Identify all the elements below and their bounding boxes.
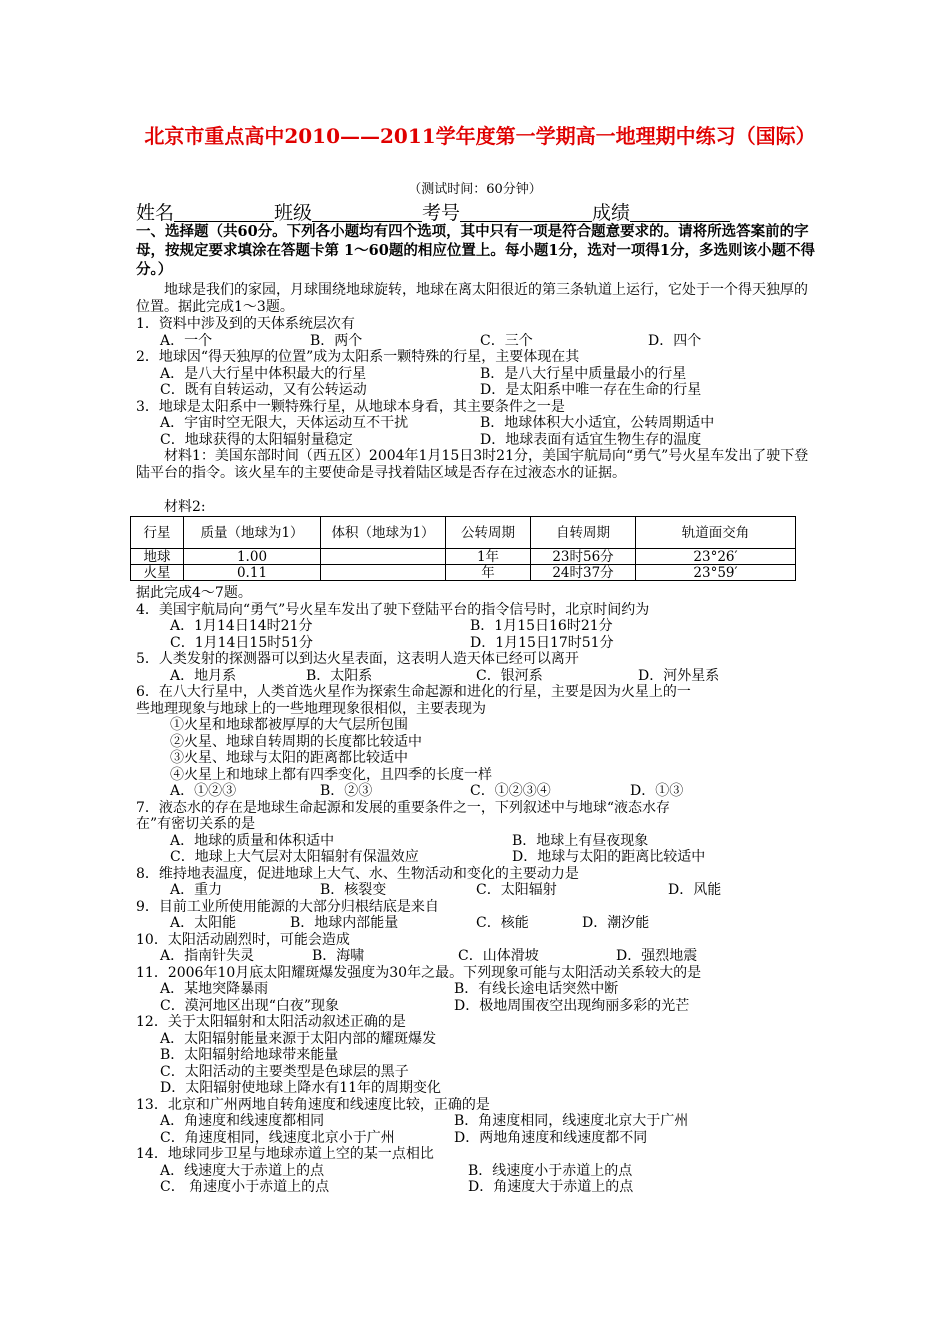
- option[interactable]: B．太阳辐射给地球带来能量: [160, 1047, 339, 1063]
- num-label: 考号: [422, 202, 461, 224]
- options-3a: [136, 415, 826, 432]
- option[interactable]: D．河外星系: [638, 667, 720, 684]
- option[interactable]: B．1月15日16时21分: [470, 618, 613, 634]
- option[interactable]: C．既有自转运动，又有公转运动: [160, 382, 367, 398]
- option[interactable]: D．是太阳系中唯一存在生命的行星: [480, 382, 702, 398]
- question-8: 8．维持地表温度，促进地球上大气、水、生物活动和变化的主要动力是: [136, 865, 579, 882]
- option[interactable]: D．①③: [630, 783, 684, 799]
- table-header: 轨道面交角: [636, 517, 796, 549]
- option[interactable]: A．某地突降暴雨: [160, 981, 269, 997]
- options-14b: [136, 1179, 826, 1196]
- option[interactable]: B．地球内部能量: [290, 915, 399, 931]
- table-header: 自转周期: [531, 517, 636, 549]
- intro-text: 地球是我们的家园，月球围绕地球旋转，地球在离太阳很近的第三条轨道上运行，它处于一个得天独厚的位置。据此完成1～3题。: [136, 282, 808, 315]
- options-3b: [136, 432, 826, 449]
- class-label: 班级: [274, 202, 313, 224]
- table-cell: [321, 565, 446, 581]
- options-4a: [136, 618, 826, 635]
- options-7b: [136, 849, 826, 866]
- option[interactable]: D．两地角速度和线速度都不同: [454, 1129, 648, 1146]
- option[interactable]: B．海啸: [312, 948, 365, 964]
- option[interactable]: B．两个: [310, 332, 363, 349]
- options-11a: [136, 981, 826, 998]
- question-6: 6．在八大行星中，人类首选火星作为探索生命起源和进化的行星，主要是因为火星上的一: [136, 684, 691, 700]
- option[interactable]: A．太阳辐射能量来源于太阳内部的耀斑爆发: [160, 1030, 437, 1047]
- table-header: 行星: [131, 517, 184, 549]
- option[interactable]: B．是八大行星中质量最小的行星: [480, 365, 687, 382]
- table-header: 公转周期: [446, 517, 531, 549]
- num-field[interactable]: [460, 201, 592, 222]
- option[interactable]: A．是八大行星中体积最大的行星: [160, 365, 367, 382]
- table-cell: 1.00: [184, 549, 321, 565]
- option[interactable]: D．风能: [668, 882, 722, 898]
- questions-1-3: [136, 316, 826, 448]
- option[interactable]: C．地球获得的太阳辐射量稳定: [160, 431, 353, 448]
- option[interactable]: A．重力: [170, 882, 223, 898]
- table-header: 体积（地球为1）: [321, 517, 446, 549]
- options-2b: [136, 382, 826, 399]
- statement: ②火星、地球自转周期的长度都比较适中: [170, 733, 422, 750]
- option[interactable]: D．潮汐能: [582, 915, 650, 931]
- option[interactable]: C．山体滑坡: [458, 948, 539, 964]
- material-2-label: 材料2:: [164, 499, 206, 515]
- statement: ①火星和地球都被厚厚的大气层所包围: [170, 717, 408, 733]
- question-2: 2．地球因“得天独厚的位置”成为太阳系一颗特殊的行星，主要体现在其: [136, 349, 580, 365]
- score-label: 成绩: [592, 202, 631, 224]
- option[interactable]: C．三个: [480, 332, 533, 349]
- question-9: 9．目前工业所使用能源的大部分归根结底是来自: [136, 898, 439, 915]
- option[interactable]: D．角速度大于赤道上的点: [468, 1179, 634, 1195]
- table-cell: 火星: [131, 565, 184, 581]
- subtitle: （测试时间：60分钟）: [408, 182, 542, 197]
- name-field[interactable]: [174, 201, 274, 222]
- option[interactable]: A．地球的质量和体积适中: [170, 832, 335, 849]
- option[interactable]: B．②③: [320, 783, 373, 799]
- option[interactable]: D．太阳辐射使地球上降水有11年的周期变化: [160, 1080, 442, 1096]
- option[interactable]: C．太阳活动的主要类型是色球层的黑子: [160, 1063, 409, 1080]
- option[interactable]: B．角速度相同，线速度北京大于广州: [454, 1113, 689, 1129]
- option[interactable]: C．1月14日15时51分: [170, 634, 314, 651]
- option[interactable]: D．地球表面有适宜生物生存的温度: [480, 431, 702, 448]
- option[interactable]: B．地球上有昼夜现象: [512, 832, 649, 849]
- table-row: [131, 565, 796, 581]
- option[interactable]: A．指南针失灵: [160, 948, 255, 964]
- section-heading: 一、选择题（共60分。下列各小题均有四个选项，其中只有一项是符合题意要求的。请将所选答案前的字母，按规定要求填涂在答题卡第 1～60题的相应位置上。每小题1分，选对一项得1分，多选则该小题不得分。）: [136, 223, 815, 278]
- statement: ③火星、地球与太阳的距离都比较适中: [170, 750, 408, 766]
- table-cell: [321, 549, 446, 565]
- option[interactable]: C．①②③④: [470, 783, 551, 799]
- question-10: 10．太阳活动剧烈时，可能会造成: [136, 931, 350, 948]
- option[interactable]: B．线速度小于赤道上的点: [468, 1162, 633, 1179]
- statement: ④火星上和地球上都有四季变化，且四季的长度一样: [170, 766, 492, 783]
- option[interactable]: C．银河系: [476, 667, 543, 684]
- table-header: 质量（地球为1）: [184, 517, 321, 549]
- student-info: [136, 198, 730, 225]
- option[interactable]: C．核能: [476, 915, 529, 931]
- option[interactable]: B．地球体积大小适宜，公转周期适中: [480, 415, 715, 431]
- options-11b: [136, 998, 826, 1015]
- option[interactable]: C．地球上大气层对太阳辐射有保温效应: [170, 849, 419, 865]
- page-title: 北京市重点高中2010——2011学年度第一学期高一地理期中练习（国际）: [144, 124, 816, 148]
- option[interactable]: D．强烈地震: [616, 948, 698, 964]
- option[interactable]: C．漠河地区出现“白夜”现象: [160, 997, 340, 1014]
- planet-table: [130, 516, 796, 581]
- question-3: 3．地球是太阳系中一颗特殊行星，从地球本身看，其主要条件之一是: [136, 398, 565, 415]
- option[interactable]: D．四个: [648, 332, 702, 349]
- table-cell: 1年: [446, 549, 531, 565]
- options-2a: [136, 366, 826, 383]
- question-13: 13．北京和广州两地自转角速度和线速度比较，正确的是: [136, 1096, 490, 1113]
- option[interactable]: D．极地周围夜空出现绚丽多彩的光芒: [454, 997, 690, 1014]
- options-8: [136, 882, 826, 899]
- options-6: [136, 783, 826, 800]
- table-cell: 23°26′: [636, 549, 796, 565]
- option[interactable]: B．有线长途电话突然中断: [454, 981, 619, 997]
- question-7: 7．液态水的存在是地球生命起源和发展的重要条件之一，下列叙述中与地球“液态水存: [136, 799, 671, 816]
- option[interactable]: D．地球与太阳的距离比较适中: [512, 849, 706, 865]
- options-13b: [136, 1130, 826, 1147]
- question-6-cont: 些地理现象与地球上的一些地理现象很相似，主要表现为: [136, 700, 486, 717]
- options-13a: [136, 1113, 826, 1130]
- options-4b: [136, 635, 826, 652]
- options-9: [136, 915, 826, 932]
- option[interactable]: A．地月系: [170, 667, 237, 684]
- options-14a: [136, 1163, 826, 1180]
- table-cell: 24时37分: [531, 565, 636, 581]
- table-cell: 地球: [131, 549, 184, 565]
- name-label: 姓名: [136, 202, 175, 224]
- options-5: [136, 668, 826, 685]
- question-1: 1．资料中涉及到的天体系统层次有: [136, 316, 355, 332]
- question-5: 5．人类发射的探测器可以到达火星表面，这表明人造天体已经可以离开: [136, 651, 579, 667]
- option[interactable]: B．太阳系: [306, 667, 373, 684]
- option[interactable]: B．核裂变: [320, 882, 387, 898]
- table-cell: 23°59′: [636, 565, 796, 581]
- option[interactable]: A．宇宙时空无限大，天体运动互不干扰: [160, 415, 409, 431]
- options-7a: [136, 833, 826, 850]
- material-1: 材料1：美国东部时间（西五区）2004年1月15日3时21分，美国宇航局向“勇气”号火星车发出了驶下登陆平台的指令。该火星车的主要使命是寻找着陆区域是否存在过液态水的证据。: [136, 448, 809, 481]
- after-table-note: 据此完成4～7题。: [136, 585, 252, 601]
- option[interactable]: A．线速度大于赤道上的点: [160, 1162, 325, 1179]
- class-field[interactable]: [312, 201, 422, 222]
- option[interactable]: C．角速度相同，线速度北京小于广州: [160, 1129, 395, 1146]
- option[interactable]: C．太阳辐射: [476, 882, 557, 898]
- question-7-cont: 在”有密切关系的是: [136, 816, 256, 832]
- option[interactable]: C． 角速度小于赤道上的点: [160, 1179, 330, 1195]
- option[interactable]: A．角速度和线速度都相同: [160, 1113, 325, 1129]
- option[interactable]: A．①②③: [170, 783, 237, 799]
- questions-4-14: [136, 585, 826, 1196]
- options-1: [136, 333, 826, 350]
- option[interactable]: D．1月15日17时51分: [470, 634, 614, 651]
- table-cell: 年: [446, 565, 531, 581]
- option[interactable]: A．太阳能: [170, 915, 237, 931]
- question-4: 4．美国宇航局向“勇气”号火星车发出了驶下登陆平台的指令信号时，北京时间约为: [136, 601, 650, 618]
- table-cell: 23时56分: [531, 549, 636, 565]
- option[interactable]: A．一个: [160, 332, 213, 349]
- score-field[interactable]: [630, 201, 730, 222]
- options-10: [136, 948, 826, 965]
- table-row: [131, 549, 796, 565]
- option[interactable]: A．1月14日14时21分: [170, 618, 313, 634]
- table-cell: 0.11: [184, 565, 321, 581]
- question-11: 11．2006年10月底太阳耀斑爆发强度为30年之最。下列现象可能与太阳活动关系较大的是: [136, 964, 702, 981]
- question-12: 12．关于太阳辐射和太阳活动叙述正确的是: [136, 1014, 406, 1030]
- question-14: 14．地球同步卫星与地球赤道上空的某一点相比: [136, 1146, 434, 1162]
